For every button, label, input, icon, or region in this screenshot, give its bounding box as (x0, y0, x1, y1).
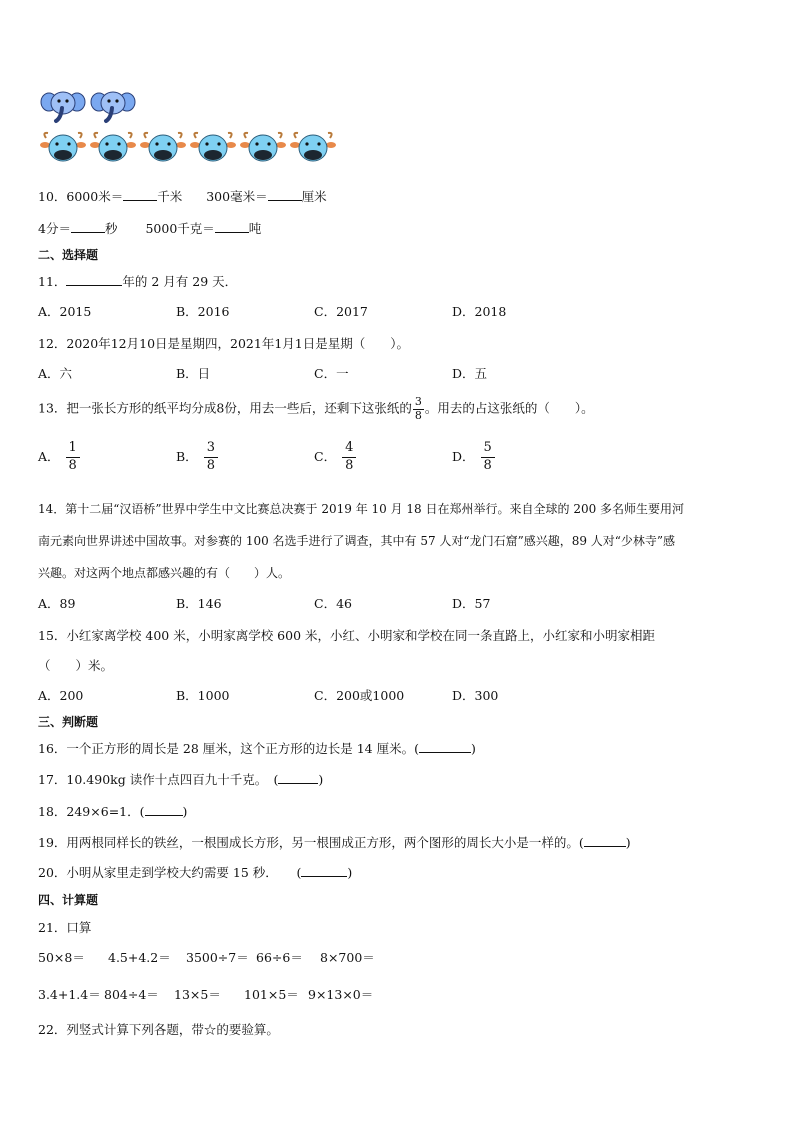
fraction-numerator: 5 (481, 440, 495, 458)
q11-text: 年的 2 月有 29 天． (122, 274, 238, 289)
option-label: B． (176, 448, 198, 464)
q12-stem: 12．2020年12月10日是星期四，2021年1月1日是星期（ ）。 (38, 336, 409, 351)
q21-item: 66÷6＝ (256, 950, 303, 965)
q12-option-a[interactable]: A．六 (38, 366, 73, 381)
option-label: D． (452, 448, 475, 464)
elephant-icons-row (40, 88, 136, 128)
fraction (413, 396, 424, 422)
q14-option-c[interactable]: C．46 (314, 596, 352, 611)
cow-icon (240, 130, 286, 170)
answer-blank[interactable] (278, 771, 318, 784)
q19 (38, 833, 631, 851)
q10-text: 4分＝ (38, 221, 71, 236)
q21-title: 21．口算 (38, 920, 92, 935)
fraction (204, 440, 218, 475)
fraction-denominator: 8 (68, 457, 77, 473)
q19-text: 19．用两根同样长的铁丝，一根围成长方形，另一根围成正方形，两个图形的周长大小是一样的。( (38, 835, 584, 850)
q10-text: 10．6000米＝ (38, 189, 124, 204)
q17 (38, 770, 323, 788)
option-label: A． (38, 448, 60, 464)
section-heading: 四、计算题 (38, 893, 99, 907)
q10-line1 (38, 187, 327, 205)
q22: 22．列竖式计算下列各题，带☆的要验算。 (38, 1022, 279, 1037)
fraction-denominator: 8 (483, 457, 492, 473)
q12-option-d[interactable]: D．五 (452, 366, 488, 381)
q15-option-c[interactable]: C．200或1000 (314, 688, 405, 703)
fraction-denominator: 8 (206, 457, 215, 473)
q16-text: 16．一个正方形的周长是 28 厘米，这个正方形的边长是 14 厘米。( (38, 741, 419, 756)
q10-text: 千米 (157, 189, 183, 204)
q21-item: 804÷4＝ (104, 987, 159, 1002)
q20 (38, 863, 352, 881)
q10-text: 秒 (104, 221, 118, 236)
q14-line2: 南元素向世界讲述中国故事。对参赛的 100 名选手进行了调查，其中有 57 人对“龙门石窟”感兴趣，89 人对“少林寺”感 (38, 534, 676, 548)
answer-blank[interactable] (123, 188, 157, 201)
cow-icons-row (40, 130, 336, 170)
q13-text: 13．把一张长方形的纸平均分成8份，用去一些后，还剩下这张纸的 (38, 400, 412, 416)
q18-text: ) (182, 804, 188, 819)
fraction-numerator: 3 (414, 395, 422, 408)
q21-item: 9×13×0＝ (308, 987, 374, 1002)
q18-text: 18．249×6=1．( (38, 804, 145, 819)
section-heading: 二、选择题 (38, 248, 99, 262)
q10-text: 300毫米＝ (206, 189, 268, 204)
q16 (38, 739, 476, 757)
q10-text: 5000千克＝ (145, 221, 215, 236)
q14-option-a[interactable]: A．89 (38, 596, 76, 611)
answer-blank[interactable] (71, 220, 105, 233)
section-heading: 三、判断题 (38, 715, 99, 729)
fraction (481, 440, 495, 475)
cow-icon (290, 130, 336, 170)
cow-icon (140, 130, 186, 170)
answer-blank[interactable] (584, 834, 626, 847)
cow-icon (40, 130, 86, 170)
q15-option-d[interactable]: D．300 (452, 688, 499, 703)
fraction-denominator: 8 (414, 408, 422, 422)
answer-blank[interactable] (145, 803, 183, 816)
q14-option-b[interactable]: B．146 (176, 596, 222, 611)
q13-stem (38, 396, 594, 422)
q18 (38, 802, 187, 820)
q21-item: 101×5＝ (244, 987, 299, 1002)
answer-blank[interactable] (301, 864, 347, 877)
q14-line3: 兴趣。对这两个地点都感兴趣的有（ ）人。 (38, 566, 291, 580)
q13-text: 。用去的占这张纸的（ ）。 (424, 400, 594, 416)
q13-option-c[interactable] (314, 440, 356, 475)
cow-icon (90, 130, 136, 170)
q11-option-c[interactable]: C．2017 (314, 304, 368, 319)
q21-item: 13×5＝ (174, 987, 221, 1002)
q15-line1: 15．小红家离学校 400 米，小明家离学校 600 米，小红、小明家和学校在同一条直路上，小红家和小明家相距 (38, 628, 656, 643)
q14-line1: 14．第十二届“汉语桥”世界中学生中文比赛总决赛于 2019 年 10 月 18 日在郑州举行。来自全球的 200 多名师生要用河 (38, 502, 685, 516)
cow-icon (190, 130, 236, 170)
answer-blank[interactable] (419, 740, 471, 753)
answer-blank[interactable] (268, 188, 302, 201)
q14-option-d[interactable]: D．57 (452, 596, 491, 611)
q15-option-a[interactable]: A．200 (38, 688, 84, 703)
q20-text: 20．小明从家里走到学校大约需要 15 秒． ( (38, 865, 302, 880)
q17-text: 17．10.490kg 读作十点四百九十千克。 ( (38, 772, 279, 787)
answer-blank[interactable] (215, 220, 249, 233)
q10-text: 厘米 (301, 189, 327, 204)
q10-text: 吨 (248, 221, 262, 236)
q11-option-d[interactable]: D．2018 (452, 304, 507, 319)
q13-option-a[interactable] (38, 440, 80, 475)
q17-text: ) (318, 772, 324, 787)
q10-line2 (38, 219, 261, 237)
q21-item: 3500÷7＝ (186, 950, 249, 965)
fraction-denominator: 8 (345, 457, 354, 473)
q21-item: 8×700＝ (320, 950, 375, 965)
fraction-numerator: 4 (342, 440, 356, 458)
q15-line2: （ ）米。 (38, 658, 114, 673)
q12-option-b[interactable]: B．日 (176, 366, 211, 381)
q20-text: ) (347, 865, 353, 880)
answer-blank[interactable] (66, 273, 122, 286)
fraction-numerator: 1 (66, 440, 80, 458)
q11-option-a[interactable]: A．2015 (38, 304, 92, 319)
q13-option-b[interactable] (176, 440, 218, 475)
q11-stem (38, 272, 237, 290)
q21-item: 4.5+4.2＝ (108, 950, 171, 965)
elephant-icon (40, 88, 86, 128)
fraction (66, 440, 80, 475)
q16-text: ) (471, 741, 476, 756)
fraction (342, 440, 356, 475)
q11-text: 11． (38, 274, 67, 289)
fraction-numerator: 3 (204, 440, 218, 458)
elephant-icon (90, 88, 136, 128)
q13-option-d[interactable] (452, 440, 495, 475)
q19-text: ) (625, 835, 631, 850)
q21-item: 3.4+1.4＝ (38, 987, 101, 1002)
q21-item: 50×8＝ (38, 950, 85, 965)
q12-option-c[interactable]: C．一 (314, 366, 349, 381)
q15-option-b[interactable]: B．1000 (176, 688, 230, 703)
q11-option-b[interactable]: B．2016 (176, 304, 230, 319)
option-label: C． (314, 448, 337, 464)
